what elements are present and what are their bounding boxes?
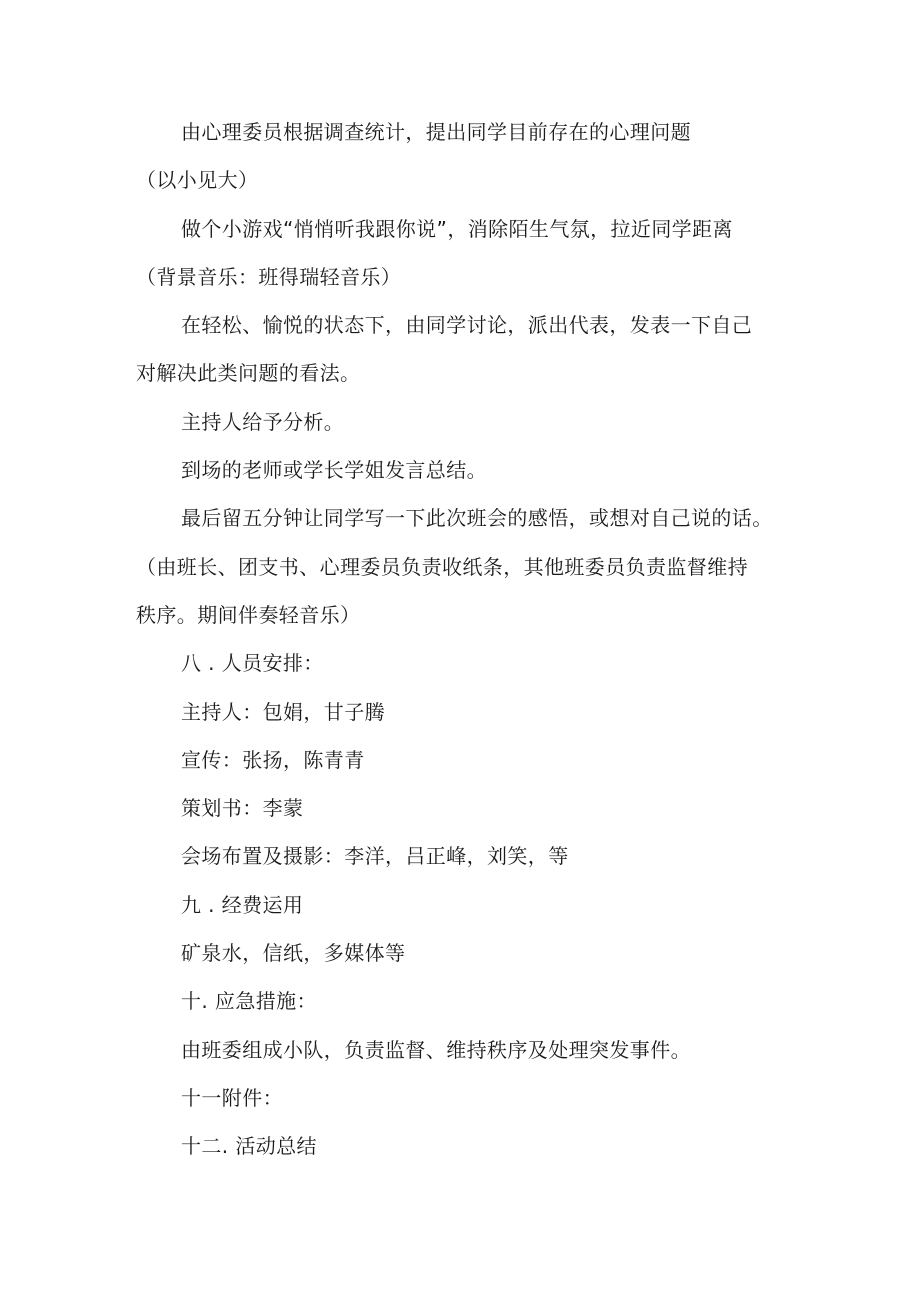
text-line: 对解决此类问题的看法。 — [136, 361, 361, 386]
document-body — [136, 108, 808, 1171]
text-line: （以小见大） — [136, 168, 259, 193]
text-line: 九 . 经费运用 — [181, 892, 304, 917]
text-line: 宣传：张扬，陈青青 — [181, 747, 365, 772]
text-line: 到场的老师或学长学姐发言总结。 — [181, 458, 487, 483]
text-line: 最后留五分钟让同学写一下此次班会的感悟，或想对自己说的话。 — [181, 506, 773, 531]
text-line: 十. 应急措施： — [181, 989, 317, 1014]
text-line: 矿泉水，信纸，多媒体等 — [181, 941, 406, 966]
text-line: 主持人给予分析。 — [181, 409, 345, 434]
text-line: 十二. 活动总结 — [181, 1134, 317, 1159]
text-line: 由班委组成小队，负责监督、维持秩序及处理突发事件。 — [181, 1037, 691, 1062]
text-line: 八 . 人员安排： — [181, 651, 324, 676]
text-line: 策划书：李蒙 — [181, 796, 304, 821]
text-line: 会场布置及摄影：李洋，吕正峰，刘笑，等 — [181, 844, 569, 869]
text-line: 由心理委员根据调查统计，提出同学目前存在的心理问题 — [181, 120, 691, 144]
text-line: 在轻松、愉悦的状态下，由同学讨论，派出代表，发表一下自己 — [181, 313, 753, 338]
text-line: 主持人：包娟，甘子腾 — [181, 699, 385, 724]
text-line: （由班长、团支书、心理委员负责收纸条，其他班委员负责监督维持 — [136, 554, 748, 579]
text-line: 十一附件： — [181, 1085, 283, 1110]
text-line: 秩序。期间伴奏轻音乐） — [136, 602, 361, 627]
text-line: 做个小游戏“悄悄听我跟你说”，消除陌生气氛，拉近同学距离 — [181, 216, 733, 241]
text-line: （背景音乐：班得瑞轻音乐） — [136, 264, 402, 289]
